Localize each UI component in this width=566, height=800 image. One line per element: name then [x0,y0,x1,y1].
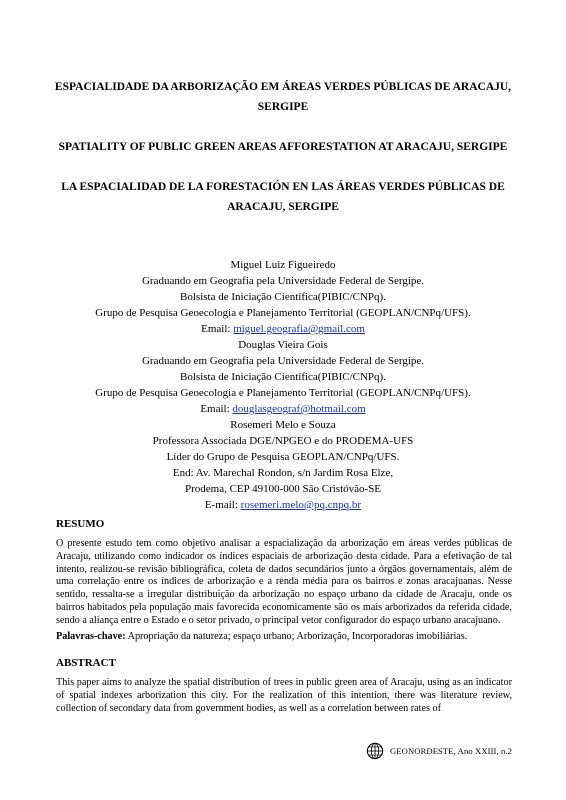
author-block-3 [40,417,526,513]
resumo-heading: RESUMO [56,518,105,530]
author-name: Douglas Vieira Gois [238,339,328,351]
author-affiliation: Bolsista de Iniciação Científica(PIBIC/CNPq). [180,371,386,383]
keywords-line [56,630,512,643]
globe-icon [366,742,384,760]
author-affiliation: Graduando em Geografia pela Universidade Federal de Sergipe. [141,355,425,367]
author-affiliation: Professora Associada DGE/NPGEO e do PRODEMA-UFS [152,435,414,447]
resumo-paragraph: O presente estudo tem como objetivo analisar a espacialização da arborização em áreas verdes públicas de Aracaju, utilizando como indicador os índices espaciais de arborização desta cidade. Para a efetivação de tal intento, realizou-se revisão bibliográfica, coleta de dados secundários junto a órgãos governamentais, além de uma correlação entre os índices de arborização e a renda média para os bairros e zonas aracajuanas. Nesse sentido, ressalta-se a irregular distribuição da arborização no espaço urbano da cidade de Aracaju, onde os bairros habitados pela população mais favorecida economicamente são os mais arborizados da referida cidade, sendo a aliança entre o Estado e o setor privado, o principal vetor configurador do espaço urbano aracajuano. [56,538,512,626]
email-label: Email: [201,323,234,335]
author-email-link[interactable]: miguel.geografia@gmail.com [233,323,365,335]
abstract-paragraph: This paper aims to analyze the spatial distribution of trees in public green area of Aracaju, using as an indicator of spatial indexes arborization this city. For the realization of this intention, there was literature review, collection of secondary data from government bodies, as well as a correlation between rates of [56,677,512,714]
author-email-line [40,321,526,337]
author-affiliation: Grupo de Pesquisa Geoecologia e Planejamento Territorial (GEOPLAN/CNPq/UFS). [95,307,471,319]
author-block-2 [40,337,526,417]
author-name: Miguel Luiz Figueiredo [230,259,336,271]
author-affiliation: Líder do Grupo de Pesquisa GEOPLAN/CNPq/UFS. [166,451,400,463]
email-label: E-mail: [204,499,241,511]
abstract-heading: ABSTRACT [56,657,116,669]
keywords-label: Palavras-chave: [56,631,126,642]
journal-name: GEONORDESTE, Ano XXIII, n.2 [390,746,513,756]
author-email-line [40,497,526,513]
author-email-line [40,401,526,417]
journal-footer [366,739,512,763]
author-email-link[interactable]: douglasgeograf@hotmail.com [232,403,366,415]
title-portuguese: ESPACIALIDADE DA ARBORIZAÇÃO EM ÁREAS VERDES PÚBLICAS DE ARACAJU, SERGIPE [54,81,512,113]
author-affiliation: Graduando em Geografia pela Universidade Federal de Sergipe. [141,275,425,287]
author-affiliation: Bolsista de Iniciação Científica(PIBIC/CNPq). [180,291,386,303]
author-affiliation: Prodema, CEP 49100-000 São Cristóvão-SE [184,483,382,495]
author-affiliation: Grupo de Pesquisa Geoecologia e Planejamento Territorial (GEOPLAN/CNPq/UFS). [95,387,471,399]
author-affiliation: End: Av. Marechal Rondon, s/n Jardim Rosa Elze, [172,467,394,479]
title-spanish: LA ESPACIALIDAD DE LA FORESTACIÓN EN LAS ÁREAS VERDES PÚBLICAS DE ARACAJU, SERGIPE [61,181,505,213]
title-english: SPATIALITY OF PUBLIC GREEN AREAS AFFORESTATION AT ARACAJU, SERGIPE [58,141,508,153]
author-block-1 [40,257,526,337]
author-name: Rosemeri Melo e Souza [230,419,336,431]
email-label: Email: [200,403,233,415]
author-email-link[interactable]: rosemeri.melo@pq.cnpq.br [240,499,362,511]
keywords-text: Apropriação da natureza; espaço urbano; Arborização, Incorporadoras imobiliárias. [125,631,468,642]
